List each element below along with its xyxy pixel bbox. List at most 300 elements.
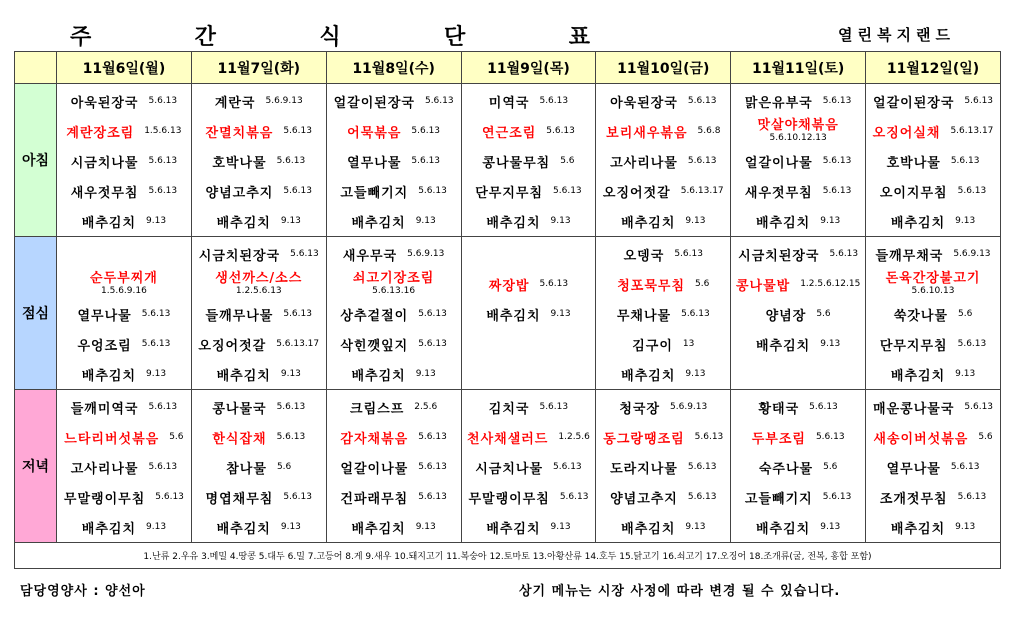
dish-name: 들깨무나물 [205,308,274,324]
dish-name: 오뎅국 [623,248,665,264]
dish-name: 고사리나물 [70,461,139,477]
dish-name: 고들빼기지 [744,491,813,507]
title-char: 간 [194,25,216,50]
dish-item [57,422,191,452]
dish-item [327,359,461,389]
allergen-codes: 5.6 [169,432,184,442]
allergen-codes: 5.6.13 [964,402,994,412]
dish-item [327,482,461,512]
menu-cell [461,84,596,237]
dish-name: 배추김치 [890,368,946,384]
dish-name: 삭힌깻잎지 [340,338,409,354]
dish-item [596,359,730,389]
menu-cell [596,390,731,543]
meal-row-breakfast [15,84,1001,237]
dish-name: 건파래무침 [340,491,409,507]
dish-name: 천사채샐러드 [467,431,549,447]
dish-name: 새송이버섯볶음 [873,431,969,447]
dish-item [866,482,1000,512]
dish-name: 아욱된장국 [70,95,139,111]
allergen-codes: 5.6.13 [418,432,447,442]
allergen-codes: 5.6.13 [957,492,987,502]
dish-name: 시금치된장국 [738,248,820,264]
allergen-codes: 5.6.13 [681,309,710,319]
dish-item [731,299,865,329]
dish-name: 황태국 [758,401,800,417]
dish-item [596,86,730,116]
dish-item [327,176,461,206]
allergen-codes: 5.6.13 [829,249,859,259]
dish-name: 들깨무채국 [875,248,944,264]
allergen-codes: 5.6.13 [276,432,306,442]
dish-name: 짜장밥 [488,278,530,294]
dish-name: 보리새우볶음 [606,125,688,141]
allergen-codes: 5.6.13 [539,96,569,106]
dish-item [192,299,326,329]
dish-item [57,392,191,422]
dish-item [866,452,1000,482]
dish-name: 오징어젓갈 [602,185,671,201]
dish-name: 참나물 [226,461,267,477]
day-header-row [15,52,1001,84]
dish-item [57,482,191,512]
dish-name: 무말랭이무침 [468,491,550,507]
dish-item [596,422,730,452]
allergen-codes: 5.6.13 [539,402,569,412]
dish-item [57,269,191,299]
dish-name: 우엉조림 [77,338,132,354]
dish-name: 콩나물무침 [482,155,551,171]
day-header: 11월10일(금) [596,52,731,84]
dish-item [731,329,865,359]
dish-item [57,299,191,329]
dish-item [731,239,865,269]
allergen-codes: 9.13 [820,522,841,532]
allergen-codes: 5.6.13 [822,156,852,166]
day-header: 11월8일(수) [326,52,461,84]
allergen-codes: 9.13 [415,522,436,532]
weekly-menu-table [14,51,1001,569]
allergen-codes: 5.6.13 [950,462,980,472]
dish-name: 맛살야채볶음 [757,118,839,133]
dish-item [596,206,730,236]
allergen-codes: 5.6.10.13 [911,286,955,296]
dish-name: 배추김치 [756,338,811,354]
header-corner [15,52,57,84]
dish-item [866,392,1000,422]
title-char: 표 [568,25,590,50]
allergen-codes: 5.6.13 [687,462,717,472]
dish-item [57,329,191,359]
dish-name: 배추김치 [81,215,137,231]
dish-item [731,269,865,299]
allergen-codes: 5.6.13.17 [276,339,320,349]
dish-item [462,176,596,206]
dish-name: 배추김치 [81,521,137,537]
allergen-codes: 5.6 [823,462,838,472]
dish-name: 배추김치 [486,521,541,537]
meal-row-dinner [15,390,1001,543]
dish-name: 배추김치 [351,521,406,537]
dish-item [57,206,191,236]
dish-item [192,206,326,236]
allergen-codes: 13 [682,339,695,349]
dish-item [327,239,461,269]
dish-item [192,392,326,422]
dish-item [192,146,326,176]
dish-item [192,176,326,206]
dish-item [596,512,730,542]
dish-name: 무말랭이무침 [63,491,146,507]
dish-item [327,452,461,482]
dish-item [192,239,326,269]
title-char: 주 [70,25,92,50]
dish-item [192,116,326,146]
dish-item [596,452,730,482]
menu-cell [866,84,1001,237]
menu-cell [57,84,192,237]
dish-item [731,452,865,482]
allergen-codes: 5.6.13 [539,279,569,289]
dish-item [192,359,326,389]
allergen-codes: 9.13 [550,216,571,226]
meal-label: 저녁 [15,390,57,543]
dish-item [866,329,1000,359]
dish-item [731,359,865,389]
allergen-codes: 1.5.6.13 [144,126,182,136]
dish-item [57,452,191,482]
menu-cell [191,390,326,543]
dish-name: 얼갈이된장국 [873,95,955,111]
title-char: 단 [444,25,466,50]
dish-name: 콩나물밥 [735,278,791,294]
allergen-codes: 5.6.9.13 [265,96,303,106]
dish-item [462,86,596,116]
allergen-codes: 5.6.13 [694,432,724,442]
dish-item [192,269,326,299]
allergen-codes: 2.5.6 [414,402,438,412]
dish-name: 배추김치 [216,368,271,384]
dish-name: 배추김치 [890,215,946,231]
dish-name: 도라지나물 [610,461,678,477]
dish-item [866,269,1000,299]
dish-name: 양념고추지 [610,491,678,507]
page-title [70,20,590,50]
allergen-codes: 5.6.13 [283,186,312,196]
dish-name: 호박나물 [886,155,941,171]
allergen-codes: 5.6.13 [418,339,447,349]
dish-name: 청국장 [619,401,661,417]
allergen-codes: 5.6 [560,156,575,166]
dish-item [462,146,596,176]
dish-name: 시금치나물 [475,461,544,477]
dish-name: 배추김치 [216,521,271,537]
dish-name: 배추김치 [81,368,137,384]
allergen-codes: 5.6.13 [687,96,717,106]
dish-name: 잔멸치볶음 [205,125,274,141]
dish-item [462,482,596,512]
dish-name: 오징어젓갈 [198,338,267,354]
allergen-codes: 5.6.13 [674,249,703,259]
allergen-codes: 5.6.13 [148,186,178,196]
dish-name: 계란장조림 [66,125,135,141]
meal-label: 점심 [15,237,57,390]
dish-name: 청포묵무침 [617,278,686,294]
allergen-codes: 9.13 [280,369,301,379]
allergen-codes: 9.13 [550,309,571,319]
dish-item [731,392,865,422]
allergen-codes: 9.13 [146,522,167,532]
dish-name: 미역국 [488,95,530,111]
dish-item [731,482,865,512]
dish-item [327,146,461,176]
dish-item [327,86,461,116]
dish-name: 단무지무침 [475,185,544,201]
allergen-codes: 9.13 [280,522,301,532]
dish-name: 시금치나물 [70,155,139,171]
dish-item [866,359,1000,389]
menu-cell [326,237,461,390]
dish-item [596,329,730,359]
dish-name: 양념장 [765,308,807,324]
dish-name: 호박나물 [212,155,267,171]
allergen-codes: 5.6.13 [559,492,589,502]
dish-name: 명엽채무침 [205,491,274,507]
dish-name: 배추김치 [216,215,271,231]
dish-name: 어묵볶음 [347,125,402,141]
allergen-codes: 5.6.13.17 [680,186,724,196]
meal-row-lunch [15,237,1001,390]
dish-name: 두부조림 [751,431,806,447]
dish-item [731,512,865,542]
dish-item [462,269,596,299]
allergen-codes: 9.13 [955,522,976,532]
dish-name: 새우무국 [342,248,398,264]
dish-name: 계란국 [214,95,256,111]
allergen-codes: 5.6.13 [148,462,178,472]
allergen-codes: 5.6.13 [964,96,994,106]
allergen-codes: 5.6.13 [411,126,441,136]
dish-item [462,422,596,452]
allergen-codes: 5.6.13 [957,186,987,196]
dish-item [327,392,461,422]
dish-item [866,422,1000,452]
dish-item [192,422,326,452]
dish-name: 콩나물국 [212,401,267,417]
menu-cell [866,237,1001,390]
day-header: 11월12일(일) [866,52,1001,84]
allergen-codes: 5.6.13 [276,156,306,166]
dish-item [57,176,191,206]
change-notice: 상기 메뉴는 시장 사정에 따라 변경 될 수 있습니다. [519,584,841,599]
allergen-codes: 1.5.6.9.16 [101,286,147,296]
allergen-codes: 5.6.13 [411,156,441,166]
allergen-codes: 5.6.13.16 [372,286,416,296]
allergen-codes: 5.6.13 [148,96,178,106]
dish-name: 오이지무침 [879,185,948,201]
dish-item [866,512,1000,542]
allergen-legend: 1.난류 2.우유 3.메밀 4.땅콩 5.대두 6.밀 7.고등어 8.게 9.새우 10.돼지고기 11.복숭아 12.토마토 13.아황산류 14.호두 15.닭고기 16.쇠고기 17.오징어 18.조개류(굴, 전복, 홍합 포함) [15,543,1001,569]
menu-cell [191,84,326,237]
dish-item [327,206,461,236]
menu-cell [191,237,326,390]
menu-cell [866,390,1001,543]
allergen-codes: 5.6.13 [809,402,838,412]
dish-item [596,482,730,512]
dish-name: 쇠고기장조림 [352,271,435,286]
dish-item [731,422,865,452]
dish-item [462,329,596,359]
allergen-codes: 5.6.10.12.13 [769,133,827,143]
allergen-codes: 9.13 [955,369,976,379]
menu-cell [57,237,192,390]
allergen-codes: 9.13 [685,369,706,379]
dish-name: 고사리나물 [610,155,678,171]
dish-item [192,482,326,512]
dish-name: 배추김치 [486,215,541,231]
dish-item [327,269,461,299]
dish-item [866,116,1000,146]
allergen-codes: 5.6.13 [148,156,178,166]
dish-name: 얼갈이나물 [340,461,409,477]
allergen-legend-row [15,543,1001,569]
dish-item [462,452,596,482]
allergen-codes: 9.13 [820,339,841,349]
allergen-codes: 5.6.13 [141,339,171,349]
menu-cell [731,390,866,543]
dish-name: 생선까스/소스 [215,271,303,286]
dish-name: 오징어실채 [872,125,941,141]
dish-item [192,452,326,482]
dish-name: 배추김치 [621,215,676,231]
allergen-codes: 5.6.13 [424,96,454,106]
allergen-codes: 5.6.13 [418,492,447,502]
dish-name: 얼갈이된장국 [333,95,415,111]
dish-item [596,176,730,206]
allergen-codes: 1.2.5.6 [558,432,590,442]
allergen-codes: 5.6.9.13 [670,402,708,412]
dish-name: 새우젓무침 [70,185,139,201]
allergen-codes: 5.6 [276,462,292,472]
allergen-codes: 5.6.13 [418,309,447,319]
dish-item [192,86,326,116]
allergen-codes: 5.6.13 [553,462,582,472]
title-char: 식 [319,25,341,50]
dish-name: 동그랑땡조림 [603,431,685,447]
allergen-codes: 5.6.13 [290,249,319,259]
allergen-codes: 5.6.13 [283,492,312,502]
menu-cell [461,237,596,390]
allergen-codes: 5.6.9.13 [407,249,445,259]
menu-cell [461,390,596,543]
dish-name: 배추김치 [756,521,811,537]
dish-name: 시금치된장국 [198,248,281,264]
dish-name: 배추김치 [486,308,541,324]
dish-name: 열무나물 [886,461,941,477]
dish-item [327,299,461,329]
dish-name: 아욱된장국 [610,95,678,111]
dish-item [462,299,596,329]
dish-item [596,116,730,146]
dish-item [57,512,191,542]
allergen-codes: 5.6.13 [687,156,717,166]
menu-cell [731,84,866,237]
allergen-codes: 5.6 [957,309,973,319]
allergen-codes: 9.13 [955,216,976,226]
dish-item [866,239,1000,269]
dish-name: 연근조림 [482,125,537,141]
dish-item [327,422,461,452]
meal-label: 아침 [15,84,57,237]
dish-item [192,512,326,542]
allergen-codes: 5.6.13 [822,186,852,196]
dish-name: 배추김치 [351,215,406,231]
menu-cell [596,84,731,237]
dish-item [462,359,596,389]
allergen-codes: 5.6 [816,309,831,319]
dish-item [866,146,1000,176]
dish-item [866,206,1000,236]
allergen-codes: 5.6.13 [546,126,575,136]
dish-item [327,116,461,146]
dish-name: 새우젓무침 [744,185,813,201]
dish-item [192,329,326,359]
dish-name: 열무나물 [77,308,132,324]
day-header: 11월11일(토) [731,52,866,84]
dish-item [731,176,865,206]
dish-name: 무채나물 [616,308,672,324]
allergen-codes: 5.6.13 [822,492,852,502]
dish-item [866,86,1000,116]
allergen-codes: 9.13 [685,522,706,532]
allergen-codes: 9.13 [550,522,571,532]
allergen-codes: 9.13 [415,369,436,379]
allergen-codes: 9.13 [146,369,167,379]
dish-name: 배추김치 [621,521,676,537]
dish-item [327,329,461,359]
allergen-codes: 5.6.13 [141,309,171,319]
allergen-codes: 5.6.13 [148,402,178,412]
dish-name: 한식잡채 [212,431,267,447]
allergen-codes: 5.6.8 [697,126,721,136]
allergen-codes: 5.6 [978,432,993,442]
dish-item [731,86,865,116]
dish-name: 쑥갓나물 [893,308,948,324]
menu-cell [326,390,461,543]
dish-name: 돈육간장불고기 [885,271,981,286]
allergen-codes: 1.2.5.6.12.15 [800,279,861,289]
menu-cell [596,237,731,390]
dish-item [866,299,1000,329]
allergen-codes: 9.13 [280,216,301,226]
dish-item [731,116,865,146]
dish-name: 감자채볶음 [340,431,409,447]
allergen-codes: 5.6.13 [687,492,717,502]
dish-item [57,359,191,389]
day-header: 11월6일(월) [57,52,192,84]
allergen-codes: 5.6.13 [418,186,447,196]
dish-item [596,299,730,329]
allergen-codes: 9.13 [685,216,706,226]
dish-item [57,146,191,176]
dish-item [462,392,596,422]
allergen-codes: 1.2.5.6.13 [235,286,282,296]
dish-name: 김구이 [632,338,673,354]
dish-name: 열무나물 [347,155,402,171]
dish-name: 느타리버섯볶음 [64,431,160,447]
dish-name: 상추겉절이 [340,308,409,324]
dish-item [462,512,596,542]
